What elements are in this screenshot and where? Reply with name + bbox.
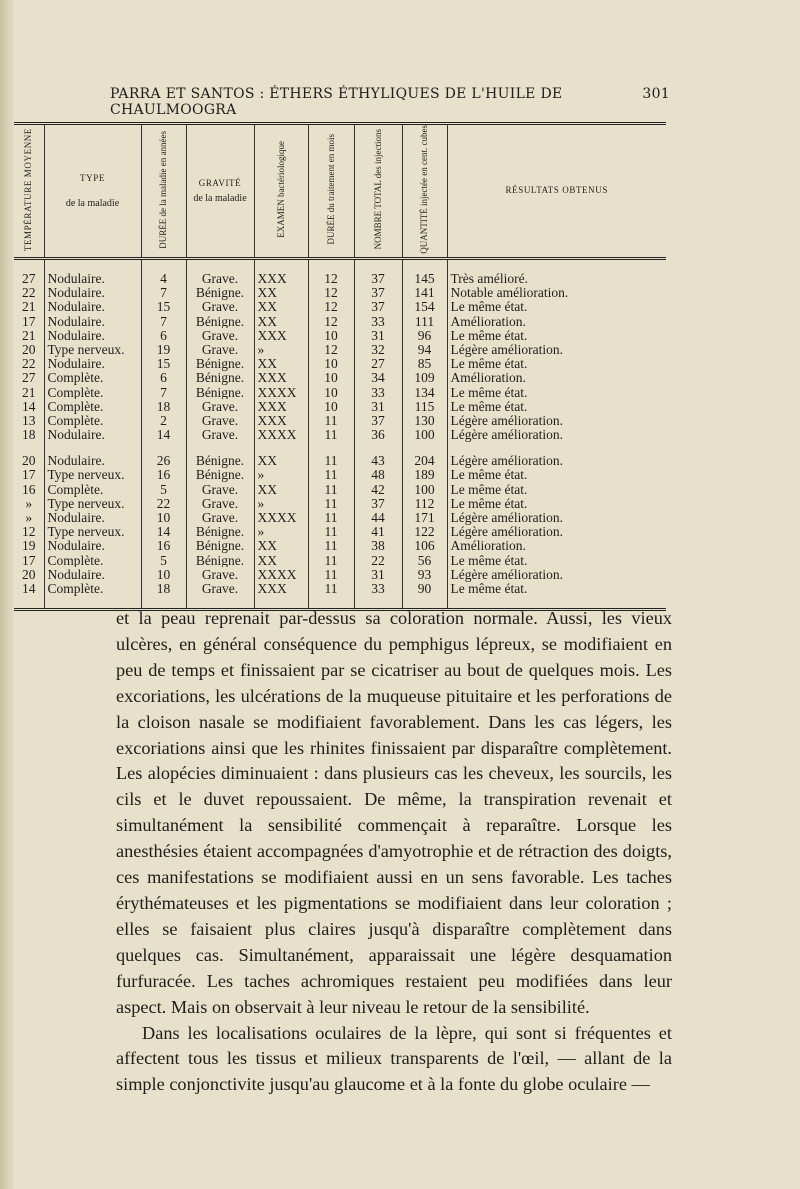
cell-duree-maladie: 16 (141, 539, 186, 553)
cell-duree-traitement: 10 (308, 399, 354, 413)
cell-resultats: Amélioration. (450, 539, 526, 554)
cell-gravite: Grave. (186, 428, 254, 442)
table-row (14, 357, 666, 371)
cell-gravite: Grave. (186, 272, 254, 286)
cell-temperature: 21 (14, 300, 44, 314)
cell-type: Complète. (44, 482, 141, 496)
cell-temperature: » (14, 511, 44, 525)
cell-gravite: Grave. (186, 482, 254, 496)
cell-temperature: 13 (14, 414, 44, 428)
cell-examen: XX (254, 454, 308, 468)
cell-resultats: Le même état. (450, 399, 528, 414)
cell-duree-traitement: 12 (308, 314, 354, 328)
cell-quantite: 111 (402, 314, 447, 328)
cell-nombre-injections: 22 (354, 553, 402, 567)
cell-examen: XXX (254, 272, 308, 286)
cell-examen: XXX (254, 371, 308, 385)
cell-resultats: Le même état. (450, 553, 528, 568)
cell-duree-maladie: 10 (141, 567, 186, 581)
cell-gravite: Bénigne. (186, 371, 254, 385)
cell-nombre-injections: 43 (354, 454, 402, 468)
cell-duree-maladie: 18 (141, 399, 186, 413)
cell-resultats: Légère amélioration. (450, 413, 563, 428)
cell-resultats: Très amélioré. (450, 271, 528, 286)
cell-duree-maladie: 15 (141, 300, 186, 314)
cell-duree-maladie: 7 (141, 286, 186, 300)
cell-examen: XX (254, 553, 308, 567)
table-row (14, 414, 666, 428)
cell-temperature: 20 (14, 343, 44, 357)
cell-examen: XXX (254, 582, 308, 596)
cell-gravite: Bénigne. (186, 525, 254, 539)
group-spacer (14, 442, 666, 454)
results-table (14, 122, 666, 611)
cell-temperature: 17 (14, 553, 44, 567)
cell-nombre-injections: 42 (354, 482, 402, 496)
header-quantite: QUANTITÉ injectée en cent. cubes (402, 124, 447, 259)
cell-temperature: 18 (14, 428, 44, 442)
cell-gravite: Bénigne. (186, 357, 254, 371)
cell-duree-maladie: 16 (141, 468, 186, 482)
cell-duree-maladie: 15 (141, 357, 186, 371)
cell-duree-maladie: 4 (141, 272, 186, 286)
cell-quantite: 94 (402, 343, 447, 357)
cell-temperature: 12 (14, 525, 44, 539)
header-duree-maladie: DURÉE de la maladie en années (141, 124, 186, 259)
cell-type: Nodulaire. (44, 567, 141, 581)
cell-quantite: 204 (402, 454, 447, 468)
cell-duree-traitement: 11 (308, 468, 354, 482)
cell-gravite: Bénigne. (186, 314, 254, 328)
cell-gravite: Grave. (186, 343, 254, 357)
cell-duree-traitement: 11 (308, 428, 354, 442)
table-row (14, 511, 666, 525)
cell-duree-traitement: 11 (308, 582, 354, 596)
cell-quantite: 122 (402, 525, 447, 539)
table-row (14, 300, 666, 314)
cell-nombre-injections: 37 (354, 414, 402, 428)
cell-quantite: 189 (402, 468, 447, 482)
paragraph: Dans les localisations oculaires de la lèpre, qui sont si fréquentes et affectent tous les tissus et milieux transparents de l'œil, — allant de la simple conjonctivite jusqu'au glaucome et à la fonte du globe oculaire — (116, 1022, 672, 1095)
cell-nombre-injections: 33 (354, 385, 402, 399)
cell-examen: XXX (254, 414, 308, 428)
cell-temperature: 21 (14, 385, 44, 399)
cell-gravite: Grave. (186, 399, 254, 413)
table-header-row (14, 124, 666, 259)
cell-quantite: 106 (402, 539, 447, 553)
page-edge (0, 0, 14, 1189)
cell-examen: XXXX (254, 385, 308, 399)
cell-examen: XX (254, 482, 308, 496)
cell-gravite: Bénigne. (186, 468, 254, 482)
cell-resultats: Le même état. (450, 581, 528, 596)
cell-examen: XX (254, 357, 308, 371)
header-type: TYPE de la maladie (44, 124, 141, 259)
cell-nombre-injections: 37 (354, 300, 402, 314)
cell-temperature: 27 (14, 371, 44, 385)
cell-type: Type nerveux. (44, 497, 141, 511)
header-gravite: GRAVITÉ de la maladie (186, 124, 254, 259)
cell-duree-maladie: 26 (141, 454, 186, 468)
cell-type: Complète. (44, 399, 141, 413)
cell-temperature: 14 (14, 582, 44, 596)
table-row (14, 553, 666, 567)
cell-quantite: 141 (402, 286, 447, 300)
cell-temperature: 22 (14, 357, 44, 371)
cell-nombre-injections: 34 (354, 371, 402, 385)
cell-gravite: Grave. (186, 414, 254, 428)
header-resultats: RÉSULTATS OBTENUS (447, 124, 666, 259)
cell-duree-traitement: 11 (308, 482, 354, 496)
cell-resultats: Amélioration. (450, 314, 526, 329)
cell-duree-maladie: 5 (141, 553, 186, 567)
header-temperature: TEMPÉRATURE MOYENNE (14, 124, 44, 259)
cell-temperature: 19 (14, 539, 44, 553)
header-duree-traitement: DURÉE du traitement en mois (308, 124, 354, 259)
header-examen: EXAMEN bactériologique (254, 124, 308, 259)
cell-duree-traitement: 10 (308, 357, 354, 371)
cell-type: Type nerveux. (44, 343, 141, 357)
cell-nombre-injections: 41 (354, 525, 402, 539)
cell-examen: XX (254, 539, 308, 553)
cell-quantite: 112 (402, 497, 447, 511)
cell-duree-maladie: 18 (141, 582, 186, 596)
cell-resultats: Le même état. (450, 328, 528, 343)
cell-gravite: Grave. (186, 582, 254, 596)
table-row (14, 582, 666, 596)
cell-quantite: 90 (402, 582, 447, 596)
cell-temperature: 14 (14, 399, 44, 413)
cell-resultats: Légère amélioration. (450, 427, 563, 442)
cell-duree-maladie: 6 (141, 328, 186, 342)
cell-type: Nodulaire. (44, 454, 141, 468)
cell-examen: » (254, 497, 308, 511)
cell-nombre-injections: 27 (354, 357, 402, 371)
cell-duree-maladie: 22 (141, 497, 186, 511)
cell-quantite: 93 (402, 567, 447, 581)
cell-examen: XXX (254, 399, 308, 413)
page-number: 301 (642, 86, 670, 102)
cell-duree-maladie: 19 (141, 343, 186, 357)
cell-nombre-injections: 44 (354, 511, 402, 525)
cell-type: Type nerveux. (44, 525, 141, 539)
cell-resultats: Amélioration. (450, 371, 526, 386)
cell-resultats: Légère amélioration. (450, 453, 563, 469)
cell-quantite: 171 (402, 511, 447, 525)
table-row (14, 468, 666, 482)
cell-quantite: 56 (402, 553, 447, 567)
cell-resultats: Le même état. (450, 300, 528, 315)
cell-duree-maladie: 14 (141, 525, 186, 539)
cell-duree-maladie: 10 (141, 511, 186, 525)
cell-resultats: Le même état. (450, 496, 528, 511)
cell-duree-maladie: 2 (141, 414, 186, 428)
cell-nombre-injections: 31 (354, 399, 402, 413)
cell-temperature: » (14, 497, 44, 511)
cell-temperature: 17 (14, 314, 44, 328)
cell-gravite: Grave. (186, 300, 254, 314)
cell-type: Complète. (44, 385, 141, 399)
cell-duree-maladie: 6 (141, 371, 186, 385)
cell-nombre-injections: 36 (354, 428, 402, 442)
cell-temperature: 20 (14, 454, 44, 468)
cell-quantite: 100 (402, 482, 447, 496)
body-text (116, 606, 672, 1098)
cell-resultats: Le même état. (450, 468, 528, 483)
cell-examen: » (254, 468, 308, 482)
cell-duree-traitement: 10 (308, 385, 354, 399)
cell-duree-traitement: 11 (308, 454, 354, 468)
cell-duree-traitement: 11 (308, 414, 354, 428)
cell-quantite: 130 (402, 414, 447, 428)
cell-nombre-injections: 33 (354, 582, 402, 596)
table-row (14, 286, 666, 300)
running-title: PARRA ET SANTOS : ÉTHERS ÉTHYLIQUES DE L'HUILE DE CHAULMOOGRA (110, 86, 563, 118)
table-row (14, 567, 666, 581)
cell-gravite: Bénigne. (186, 539, 254, 553)
cell-examen: XX (254, 314, 308, 328)
cell-type: Nodulaire. (44, 314, 141, 328)
cell-type: Nodulaire. (44, 539, 141, 553)
cell-nombre-injections: 33 (354, 314, 402, 328)
cell-gravite: Bénigne. (186, 286, 254, 300)
cell-gravite: Grave. (186, 497, 254, 511)
cell-examen: » (254, 343, 308, 357)
cell-duree-traitement: 10 (308, 371, 354, 385)
cell-quantite: 85 (402, 357, 447, 371)
cell-duree-traitement: 11 (308, 539, 354, 553)
cell-quantite: 96 (402, 328, 447, 342)
cell-examen: » (254, 525, 308, 539)
cell-nombre-injections: 37 (354, 497, 402, 511)
cell-duree-maladie: 5 (141, 482, 186, 496)
cell-type: Nodulaire. (44, 328, 141, 342)
running-head (110, 86, 670, 118)
cell-quantite: 154 (402, 300, 447, 314)
cell-duree-traitement: 11 (308, 553, 354, 567)
cell-quantite: 115 (402, 399, 447, 413)
cell-duree-traitement: 12 (308, 272, 354, 286)
cell-nombre-injections: 38 (354, 539, 402, 553)
cell-type: Nodulaire. (44, 272, 141, 286)
cell-type: Nodulaire. (44, 286, 141, 300)
cell-resultats: Le même état. (450, 482, 528, 497)
cell-gravite: Bénigne. (186, 454, 254, 468)
cell-nombre-injections: 32 (354, 343, 402, 357)
cell-resultats: Le même état. (450, 356, 528, 372)
cell-duree-traitement: 12 (308, 300, 354, 314)
table-row (14, 272, 666, 286)
cell-type: Complète. (44, 582, 141, 596)
cell-temperature: 20 (14, 567, 44, 581)
cell-quantite: 109 (402, 371, 447, 385)
cell-duree-traitement: 12 (308, 286, 354, 300)
table-row (14, 428, 666, 442)
cell-duree-maladie: 7 (141, 314, 186, 328)
table-row (14, 343, 666, 357)
cell-type: Complète. (44, 371, 141, 385)
cell-gravite: Grave. (186, 328, 254, 342)
table-row (14, 371, 666, 385)
cell-type: Nodulaire. (44, 511, 141, 525)
cell-nombre-injections: 31 (354, 328, 402, 342)
cell-duree-traitement: 10 (308, 328, 354, 342)
cell-type: Nodulaire. (44, 428, 141, 442)
cell-examen: XXXX (254, 428, 308, 442)
cell-type: Complète. (44, 553, 141, 567)
table-row (14, 385, 666, 399)
cell-nombre-injections: 37 (354, 286, 402, 300)
cell-nombre-injections: 37 (354, 272, 402, 286)
header-nombre-injections: NOMBRE TOTAL des injections (354, 124, 402, 259)
cell-duree-maladie: 7 (141, 385, 186, 399)
cell-duree-traitement: 11 (308, 497, 354, 511)
cell-examen: XXX (254, 328, 308, 342)
cell-gravite: Grave. (186, 567, 254, 581)
cell-temperature: 27 (14, 272, 44, 286)
paragraph: et la peau reprenait par-dessus sa coloration normale. Aussi, les vieux ulcères, en général conséquence du pemphigus lépreux, se modifiaient en peu de temps et finissaient par se cicatriser au bout de quelques mois. Les excoriations, les ulcérations de la muqueuse pituitaire et les perforations de la cloison nasale se modifiaient favorablement. Dans les cas légers, les excoriations ainsi que les rhinites finissaient par disparaître complètement. Les alopécies diminuaient : dans plusieurs cas les cheveux, les sourcils, les cils et le duvet repoussaient. De même, la transpiration revenait et simultanément la sensibilité commençait à reparaître. Lorsque les anesthésies étaient accompagnées d'amyotrophie et de rétraction des doigts, ces manifestations se modifiaient aussi en un sens favorable. Les taches érythémateuses et les pigmentations se modifiaient dans leur coloration ; elles se faisaient plus claires jusqu'à disparaître complètement dans quelques cas. Simultanément, apparaissait une légère desquamation furfuracée. Les taches achromiques restaient peu modifiées dans leur aspect. Mais on observait à leur niveau le retour de la sensibilité. (116, 608, 672, 1017)
table-row (14, 482, 666, 496)
cell-examen: XX (254, 300, 308, 314)
cell-type: Complète. (44, 414, 141, 428)
cell-duree-traitement: 11 (308, 511, 354, 525)
cell-nombre-injections: 48 (354, 468, 402, 482)
cell-duree-traitement: 12 (308, 343, 354, 357)
cell-duree-traitement: 11 (308, 567, 354, 581)
cell-type: Type nerveux. (44, 468, 141, 482)
cell-quantite: 134 (402, 385, 447, 399)
cell-examen: XX (254, 286, 308, 300)
table-row (14, 525, 666, 539)
cell-resultats: Le même état. (450, 385, 528, 400)
cell-temperature: 21 (14, 328, 44, 342)
cell-quantite: 145 (402, 272, 447, 286)
table-row (14, 539, 666, 553)
cell-temperature: 22 (14, 286, 44, 300)
cell-quantite: 100 (402, 428, 447, 442)
cell-type: Nodulaire. (44, 357, 141, 371)
cell-nombre-injections: 31 (354, 567, 402, 581)
cell-resultats: Légère amélioration. (450, 510, 563, 525)
cell-duree-maladie: 14 (141, 428, 186, 442)
table-row (14, 314, 666, 328)
cell-examen: XXXX (254, 511, 308, 525)
cell-temperature: 17 (14, 468, 44, 482)
cell-resultats: Légère amélioration. (450, 524, 563, 540)
cell-duree-traitement: 11 (308, 525, 354, 539)
cell-resultats: Légère amélioration. (450, 567, 563, 582)
table-row (14, 454, 666, 468)
cell-resultats: Légère amélioration. (450, 342, 563, 357)
cell-temperature: 16 (14, 482, 44, 496)
table-row (14, 328, 666, 342)
cell-resultats: Notable amélioration. (450, 285, 569, 301)
table-row (14, 497, 666, 511)
cell-type: Nodulaire. (44, 300, 141, 314)
cell-gravite: Bénigne. (186, 385, 254, 399)
table-row (14, 399, 666, 413)
cell-gravite: Bénigne. (186, 553, 254, 567)
cell-examen: XXXX (254, 567, 308, 581)
cell-gravite: Grave. (186, 511, 254, 525)
group-spacer (14, 258, 666, 272)
